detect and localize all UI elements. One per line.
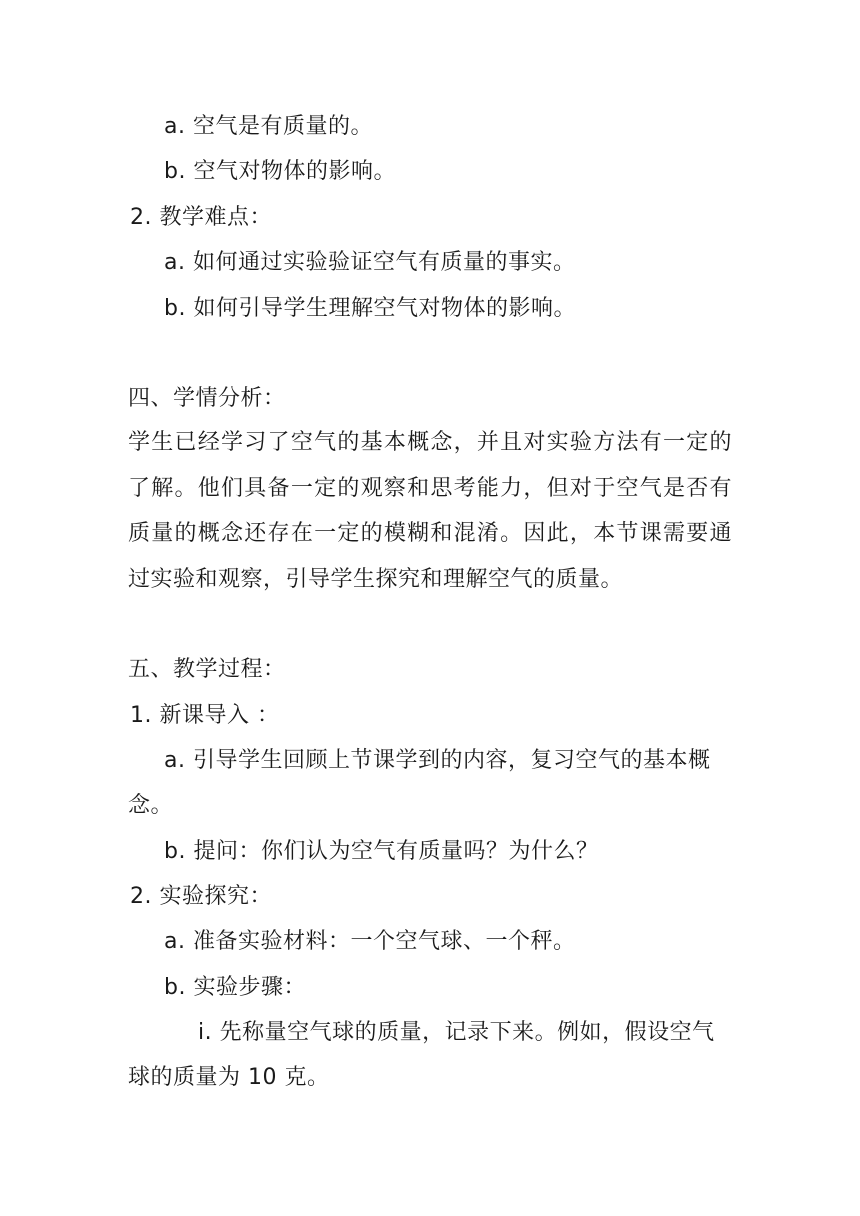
- step2-substep-i: i. 先称量空气球的质量，记录下来。例如，假设空气: [198, 1020, 715, 1045]
- focus-item-a: a. 空气是有质量的。: [164, 114, 373, 139]
- step2-heading: 2. 实验探究：: [130, 884, 272, 909]
- step2-item-b: b. 实验步骤：: [164, 975, 306, 1000]
- analysis-heading: 四、学情分析：: [128, 386, 286, 411]
- analysis-body: 学生已经学习了空气的基本概念，并且对实验方法有一定的了解。他们具备一定的观察和思考能力，但对于空气是否有质量的概念还存在一定的模糊和混淆。因此，本节课需要通过实验和观察，引导学生探究和理解空气的质量。: [128, 430, 732, 592]
- step1-item-a-continued: 念。: [128, 793, 174, 818]
- focus-item-b: b. 空气对物体的影响。: [164, 159, 396, 184]
- difficulty-heading: 2. 教学难点：: [130, 205, 272, 230]
- step2-item-a: a. 准备实验材料：一个空气球、一个秤。: [164, 929, 576, 954]
- process-heading: 五、教学过程：: [128, 657, 286, 682]
- step2-substep-i-continued: 球的质量为 10 克。: [128, 1065, 330, 1090]
- difficulty-item-b: b. 如何引导学生理解空气对物体的影响。: [164, 296, 576, 321]
- step1-item-a: a. 引导学生回顾上节课学到的内容，复习空气的基本概: [164, 748, 711, 773]
- step1-heading: 1. 新课导入 ：: [130, 703, 280, 728]
- difficulty-item-a: a. 如何通过实验验证空气有质量的事实。: [164, 250, 576, 275]
- step1-item-b: b. 提问：你们认为空气有质量吗？为什么？: [164, 839, 599, 864]
